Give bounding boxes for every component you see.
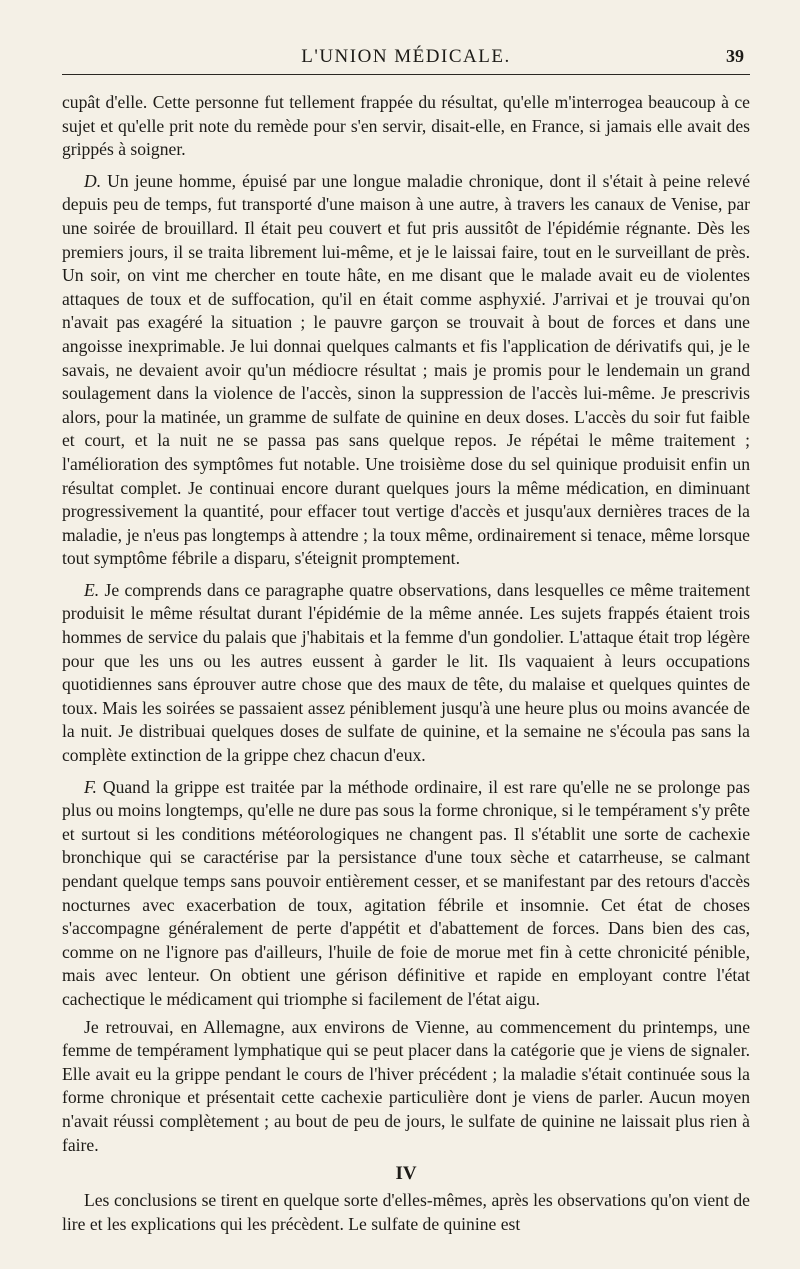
running-title: L'UNION MÉDICALE.: [301, 46, 511, 67]
observation-letter: F.: [84, 776, 97, 797]
paragraph-text: Je comprends dans ce paragraphe quatre observations, dans lesquelles ce même traitement produisit le même résultat durant l'épidémie de la même année. Les sujets frappés étaient trois hommes de service du palais que j'habitais et la femme d'un gondolier. L'attaque était trop légère pour que les uns ou les autres eussent à garder le lit. Ils vaquaient à leurs occupations quotidiennes sans éprouver autre chose que des maux de tête, du malaise et quelques quintes de toux. Mais les soirées se passaient assez péniblement jusqu'à une heure plus ou moins avancée de la nuit. Je distribuai quelques doses de sulfate de quinine, et la semaine ne s'écoula pas sans la complète extinction de la grippe chez chacun d'eux.: [62, 579, 750, 766]
observation-letter: E.: [84, 579, 100, 600]
paragraph-text: Je retrouvai, en Allemagne, aux environs de Vienne, au commencement du printemps, une femme de tempérament lymphatique qui se peut placer dans la catégorie que je viens de signaler. Elle avait eu la grippe pendant le cours de l'hiver précédent ; la maladie s'était continuée sous la forme chronique et présentait cette cachexie particulière dont je viens de parler. Aucun moyen n'avait réussi complètement ; au bout de peu de jours, le sulfate de quinine ne laissait plus rien à faire.: [62, 1016, 750, 1155]
paragraph-vienna-case: [62, 1016, 750, 1158]
article-body: [62, 91, 750, 1236]
paragraph-conclusions: [62, 1189, 750, 1236]
paragraph-text: cupât d'elle. Cette personne fut tellement frappée du résultat, qu'elle m'interrogea beaucoup à ce sujet et qu'elle prit note du remède pour s'en servir, disait-elle, en France, si jamais elle avait des grippés à soigner.: [62, 92, 750, 160]
section-number: IV: [395, 1163, 417, 1185]
paragraph-text: Quand la grippe est traitée par la méthode ordinaire, il est rare qu'elle ne se prolonge pas plus ou moins longtemps, qu'elle ne dure pas sous la forme chronique, si le tempérament s'y prête et surtout si les conditions météorologiques ne changent pas. Il s'établit une sorte de cachexie bronchique qui se caractérise par la persistance d'une toux sèche et catarrheuse, se calmant pendant quelque temps sans pouvoir entièrement cesser, et se manifestant par des retours d'accès nocturnes avec exacerbation de toux, agitation fébrile et insomnie. Cet état de choses s'accompagne généralement de perte d'appétit et d'abattement de forces. Dans bien des cas, comme on ne l'ignore pas d'ailleurs, l'huile de foie de morue met fin à cette chronicité pénible, mais avec lenteur. On obtient une gérison définitive et rapide en employant contre l'état cachectique le médicament qui triomphe si facilement de l'état aigu.: [62, 776, 750, 1009]
page-number: 39: [726, 46, 744, 66]
paragraph-observation-d: [62, 170, 750, 571]
paragraph-text: Les conclusions se tirent en quelque sorte d'elles-mêmes, après les observations qu'on vient de lire et les explications qui les précèdent. Le sulfate de quinine est: [62, 1190, 750, 1234]
paragraph-text: Un jeune homme, épuisé par une longue maladie chronique, dont il s'était à peine relevé depuis peu de temps, fut transporté d'une maison à une autre, à travers les canaux de Venise, par une soirée de brouillard. Il était peu couvert et fut pris aussitôt de l'épidémie régnante. Dès les premiers jours, il se traita librement lui-même, et je le laissai faire, tout en le surveillant de près. Un soir, on vint me chercher en toute hâte, en me disant que le malade avait eu de violentes attaques de toux et de suffocation, qu'il en était comme asphyxié. J'arrivai et je trouvai qu'on n'avait pas exagéré la situation ; le pauvre garçon se trouvait à bout de forces et dans une angoisse inexprimable. Je lui donnai quelques calmants et fis l'application de dérivatifs qui, je le savais, ne devaient avoir qu'un médiocre résultat ; mais je promis pour le lendemain un grand soulagement dans la violence de l'accès, sinon la suppression de l'accès lui-même. Je prescrivis alors, pour la matinée, un gramme de sulfate de quinine en deux doses. L'accès du soir fut faible et court, et la nuit ne se passa pas sans quelque repos. Je répétai le même traitement ; l'amélioration des symptômes fut notable. Une troisième dose du sel quinique produisit enfin un résultat complet. Je continuai encore durant quelques jours la même médication, en diminuant progressivement la quantité, pour effacer tout vertige d'accès et jusqu'aux dernières traces de la maladie, je n'eus pas longtemps à attendre ; la toux même, ordinairement si tenace, même lorsque tout symptôme fébrile a disparu, s'éteignit promptement.: [62, 170, 751, 569]
paragraph-continuation: [62, 91, 750, 162]
paragraph-observation-e: [62, 579, 750, 768]
observation-letter: D.: [84, 170, 102, 191]
page-header: [62, 44, 750, 75]
paragraph-observation-f: [62, 776, 750, 1012]
